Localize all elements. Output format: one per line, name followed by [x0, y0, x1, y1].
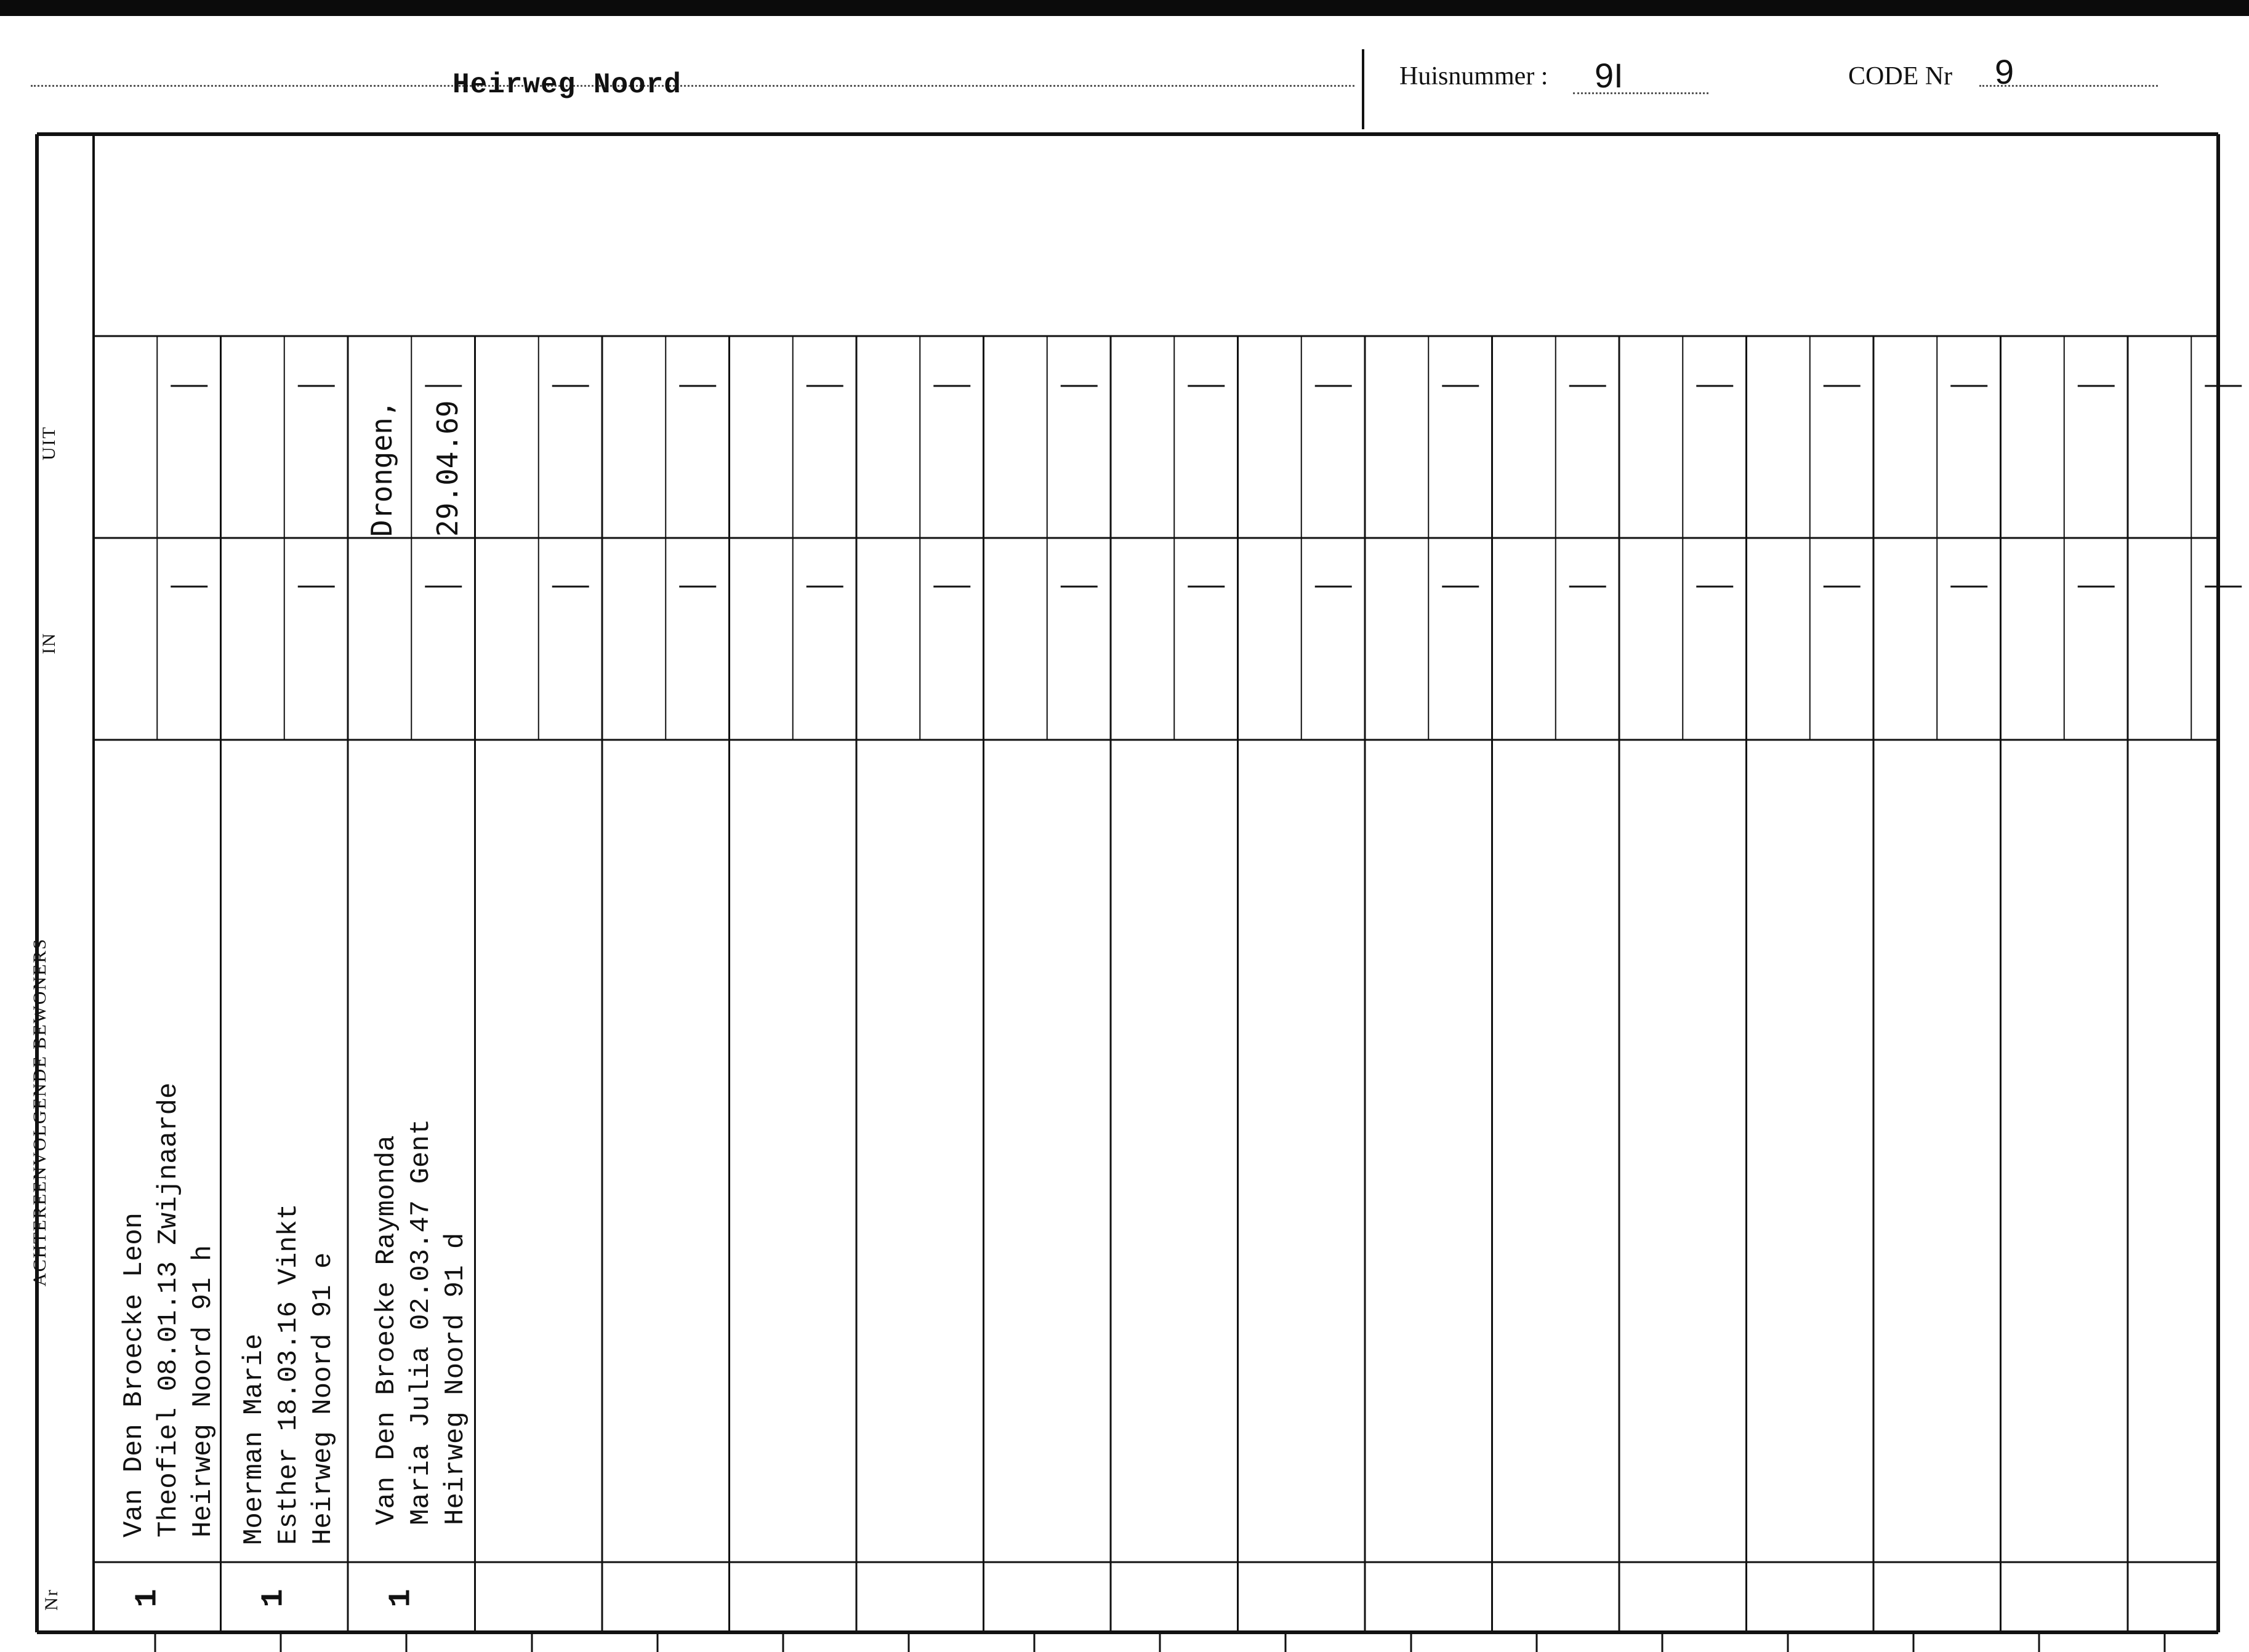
resident-line: Heirweg Noord 91 e	[308, 1252, 339, 1545]
resident-line: Maria Julia 02.03.47 Gent	[406, 1118, 437, 1525]
huisnummer-label: Huisnummer :	[1399, 62, 1548, 90]
resident-entry	[117, 1083, 220, 1538]
huisnummer-value: 9I	[1595, 56, 1623, 95]
resident-entry	[369, 1119, 473, 1525]
row-label-bewoners: ACHTEREENVOLGENDE BEWONERS	[30, 937, 50, 1287]
uit-place: Drongen,	[365, 400, 398, 537]
resident-line: Van Den Broecke Raymonda	[371, 1135, 402, 1525]
resident-line: Van Den Broecke Leon	[119, 1212, 150, 1538]
street-name: Heirweg Noord	[453, 69, 682, 101]
uit-date: 29.04.69	[431, 400, 464, 537]
resident-line: Esther 18.03.16 Vinkt	[273, 1203, 304, 1545]
resident-line: Heirweg Noord 91 d	[440, 1232, 471, 1525]
code-value: 9	[1995, 52, 2014, 91]
resident-nr: 1	[256, 1589, 292, 1608]
row-label-uit: UIT	[38, 426, 59, 460]
resident-line: Theofiel 08.01.13 Zwijnaarde	[153, 1082, 184, 1538]
resident-nr: 1	[130, 1589, 166, 1608]
row-label-in: IN	[38, 632, 59, 654]
resident-nr: 1	[384, 1589, 419, 1608]
code-label: CODE Nr	[1848, 62, 1953, 90]
resident-line: Moerman Marie	[239, 1333, 270, 1545]
row-label-nr: Nr	[41, 1589, 62, 1611]
resident-line: Heirweg Noord 91 h	[188, 1245, 219, 1538]
resident-entry	[237, 1204, 340, 1546]
